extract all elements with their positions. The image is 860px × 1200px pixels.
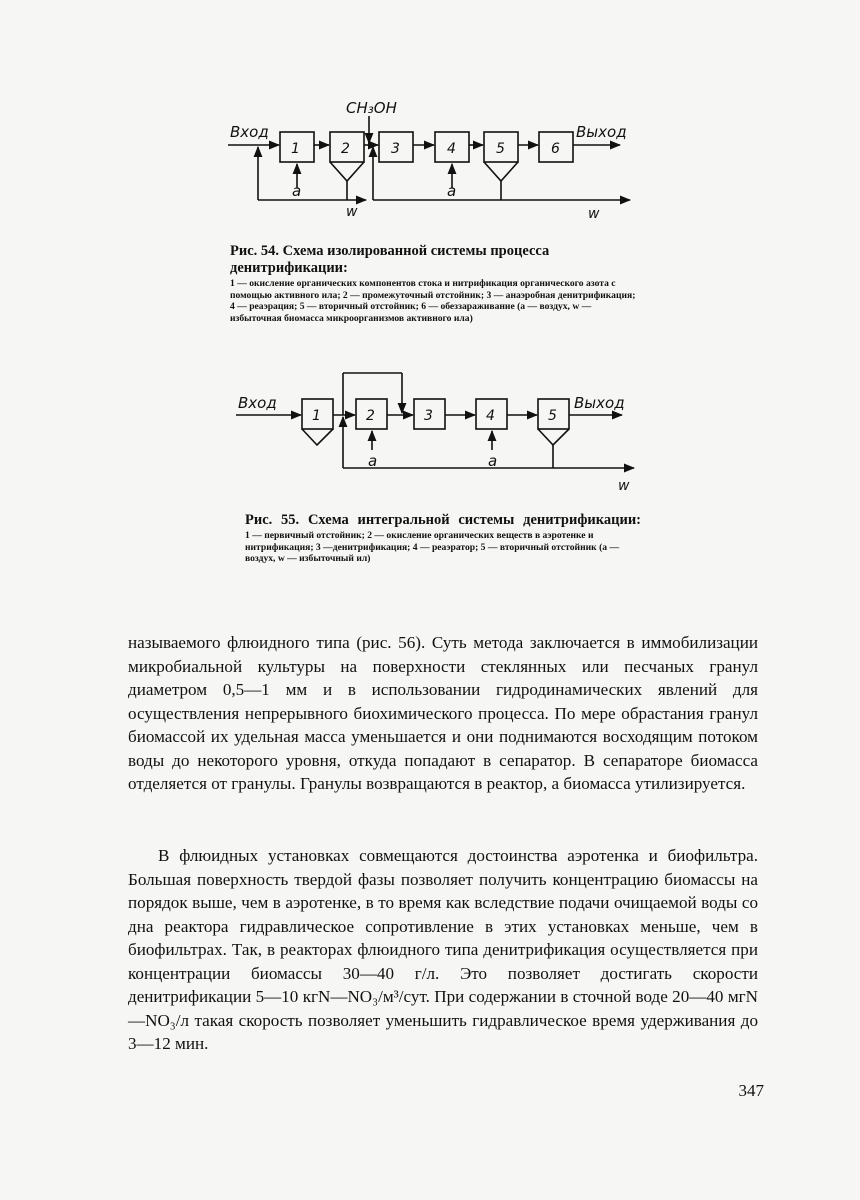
fig55-air-label: a: [368, 452, 378, 470]
fig54-block-label: 5: [496, 141, 505, 157]
fig54-block-label: 4: [447, 141, 456, 157]
fig54-input-label: Вход: [230, 123, 269, 141]
fig55-block-label: 3: [424, 408, 433, 424]
body-paragraph: В флюидных установках совмещаются достоинства аэротенка и биофильтра. Большая поверхность твердой фазы позволяет получить концентрацию биомассы на порядок выше, чем в аэротенке, в то время как вследствие подачи очищаемой воды со дна реактора гидравлическое сопротивление в этих установках меньше, чем в биофильтрах. Так, в реакторах флюидного типа денитрификация осуществляется при концентрации биомассы 30—40 г/л. Это позволяет достигать скорости денитрификации 5—10 кгN—NO₃/м³/сут. При содержании в сточной воде 20—40 мгN—NO₃/л такая скорость позволяет уменьшить гидравлическое время удерживания до 3—12 мин.: [128, 846, 758, 1053]
fig54-block-label: 6: [551, 141, 560, 157]
figure-55-caption-legend: 1 — первичный отстойник; 2 — окисление органических веществ в аэротенке и нитрификация; 3 —денитрификация; 4 — реаэратор; 5 — вторичный отстойник (a — воздух, w — избыточный ил): [245, 530, 620, 565]
fig55-waste-label: w: [618, 478, 630, 494]
page-number: 347: [738, 1081, 764, 1100]
fig55-air-label: a: [488, 452, 498, 470]
fig55-block-label: 4: [486, 408, 495, 424]
fig54-waste-label: w: [346, 204, 358, 220]
figure-55-diagram: [0, 360, 860, 500]
fig55-block-label: 1: [312, 408, 321, 424]
figure-55-caption: [245, 512, 641, 565]
fig55-input-label: Вход: [238, 394, 277, 412]
fig55-block-label: 2: [366, 408, 375, 424]
figure-55-caption-title: Рис. 55. Схема интегральной системы денитрификации:: [245, 512, 641, 528]
body-paragraph: называемого флюидного типа (рис. 56). Суть метода заключается в иммобилизации микробиальной культуры на поверхности стеклянных или песчаных гранул диаметром 0,5—1 мм и в использовании гидродинамических явлений для осуществления непрерывного биохимического процесса. По мере обрастания гранул биомассой их удельная масса уменьшается и они поднимаются восходящим потоком воды до некоторого уровня, откуда попадают в сепаратор. В сепараторе биомасса отделяется от гранулы. Гранулы возвращаются в реактор, а биомасса утилизируется.: [128, 633, 758, 793]
fig55-output-label: Выход: [574, 394, 625, 412]
fig54-air-label: a: [447, 182, 457, 200]
fig55-block-label: 5: [548, 408, 557, 424]
figure-54-caption: [230, 243, 640, 324]
figure-54-diagram: [0, 0, 860, 240]
figure-54-caption-legend: 1 — окисление органических компонентов стока и нитрификация органического азота с помощью активного ила; 2 — промежуточный отстойник; 3 — анаэробная денитрификация; 4 — реаэрация; 5 — вторичный отстойник; 6 — обеззараживание (a — воздух, w — избыточная биомасса микроорганизмов активного ила): [230, 278, 636, 324]
fig54-air-label: a: [292, 182, 302, 200]
fig54-reagent-label: CH₃OH: [346, 99, 397, 117]
figure-54-caption-title: Рис. 54. Схема изолированной системы процесса денитрификации:: [230, 243, 550, 276]
fig54-waste-label: w: [588, 206, 600, 222]
fig54-block-label: 1: [291, 141, 300, 157]
fig54-block-label: 2: [341, 141, 350, 157]
fig54-output-label: Выход: [576, 123, 627, 141]
fig54-block-label: 3: [391, 141, 400, 157]
